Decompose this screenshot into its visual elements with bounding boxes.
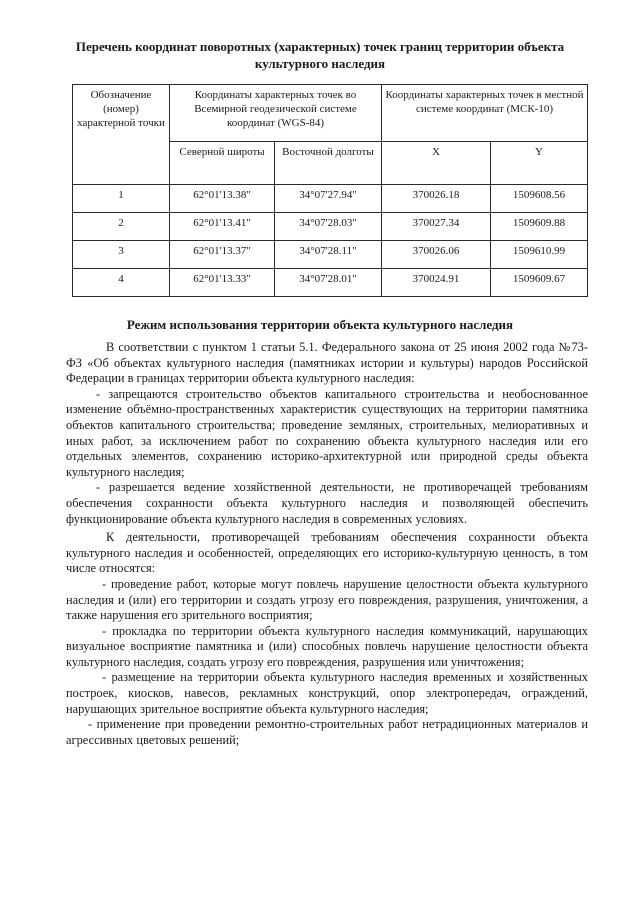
table-row <box>73 241 588 269</box>
y-coordinate: 1509608.56 <box>491 185 588 213</box>
north-latitude: 62°01'13.41" <box>170 213 275 241</box>
north-latitude: 62°01'13.37" <box>170 241 275 269</box>
east-longitude: 34°07'27.94" <box>275 185 382 213</box>
paragraph: - запрещаются строительство объектов капитального строительства и необоснованное изменение объёмно-пространственных характеристик существующих на территории памятника объектов капитального строительства; проведение земляных, строительных, мелиоративных и иных работ, за исключением работ по сохранению объекта культурного наследия или его отдельных элементов, сохранению историко-архитектурной или природной среды объекта культурного наследия; <box>66 386 588 479</box>
point-number: 3 <box>73 241 170 269</box>
point-number: 2 <box>73 213 170 241</box>
y-coordinate: 1509609.67 <box>491 269 588 297</box>
paragraph: - проведение работ, которые могут повлечь нарушение целостности объекта культурного наследия и (или) его территории и создать угрозу его повреждения, разрушения, уничтожения, а также нарушения его зрительного восприятия; <box>66 576 588 623</box>
x-coordinate: 370026.18 <box>382 185 491 213</box>
header-east-longitude: Восточной долготы <box>275 142 382 185</box>
paragraph: - разрешается ведение хозяйственной деятельности, не противоречащей требованиям обеспечения сохранности объекта культурного наследия и позволяющей обеспечить функционирование объекта культурного наследия в современных условиях. <box>66 480 588 526</box>
x-coordinate: 370026.06 <box>382 241 491 269</box>
table-row <box>73 269 588 297</box>
document-body <box>66 340 588 748</box>
paragraph: В соответствии с пунктом 1 статьи 5.1. Федерального закона от 25 июня 2002 года №73-ФЗ «Об объектах культурного наследия (памятниках истории и культуры) народов Российской Федерации в границах территории объекта культурного наследия: <box>66 340 588 386</box>
header-wgs84: Координаты характерных точек во Всемирной геодезической системе координат (WGS-84) <box>170 85 382 142</box>
y-coordinate: 1509609.88 <box>491 213 588 241</box>
page-title: Перечень координат поворотных (характерных) точек границ территории объекта культурного наследия <box>75 39 565 71</box>
y-coordinate: 1509610.99 <box>491 241 588 269</box>
north-latitude: 62°01'13.33" <box>170 269 275 297</box>
point-number: 4 <box>73 269 170 297</box>
point-number: 1 <box>73 185 170 213</box>
paragraph: К деятельности, противоречащей требованиям обеспечения сохранности объекта культурного наследия и особенностей, определяющих его историко-культурную ценность, в том числе относятся: <box>66 530 588 576</box>
header-y: Y <box>491 142 588 185</box>
east-longitude: 34°07'28.01" <box>275 269 382 297</box>
x-coordinate: 370027.34 <box>382 213 491 241</box>
east-longitude: 34°07'28.03" <box>275 213 382 241</box>
paragraph: - прокладка по территории объекта культурного наследия коммуникаций, нарушающих визуальное восприятие памятника и (или) способных повлечь нарушение целостности объекта культурного наследия, создать угрозу его повреждения, разрушения или уничтожения; <box>66 623 588 669</box>
header-north-latitude: Северной широты <box>170 142 275 185</box>
header-msk10: Координаты характерных точек в местной системе координат (МСК-10) <box>382 85 588 142</box>
table-row <box>73 185 588 213</box>
east-longitude: 34°07'28.11" <box>275 241 382 269</box>
header-point-number: Обозначение (номер) характерной точки <box>73 85 170 185</box>
section-title: Режим использования территории объекта культурного наследия <box>126 317 514 332</box>
x-coordinate: 370024.91 <box>382 269 491 297</box>
header-x: X <box>382 142 491 185</box>
coordinates-table <box>72 84 588 297</box>
paragraph: - размещение на территории объекта культурного наследия временных и хозяйственных построек, киосков, навесов, рекламных конструкций, опор электропередач, ограждений, нарушающих зрительное восприятие объекта культурного наследия; <box>66 670 588 716</box>
table-row <box>73 213 588 241</box>
paragraph: - применение при проведении ремонтно-строительных работ нетрадиционных материалов и агрессивных цветовых решений; <box>66 717 588 747</box>
north-latitude: 62°01'13.38" <box>170 185 275 213</box>
